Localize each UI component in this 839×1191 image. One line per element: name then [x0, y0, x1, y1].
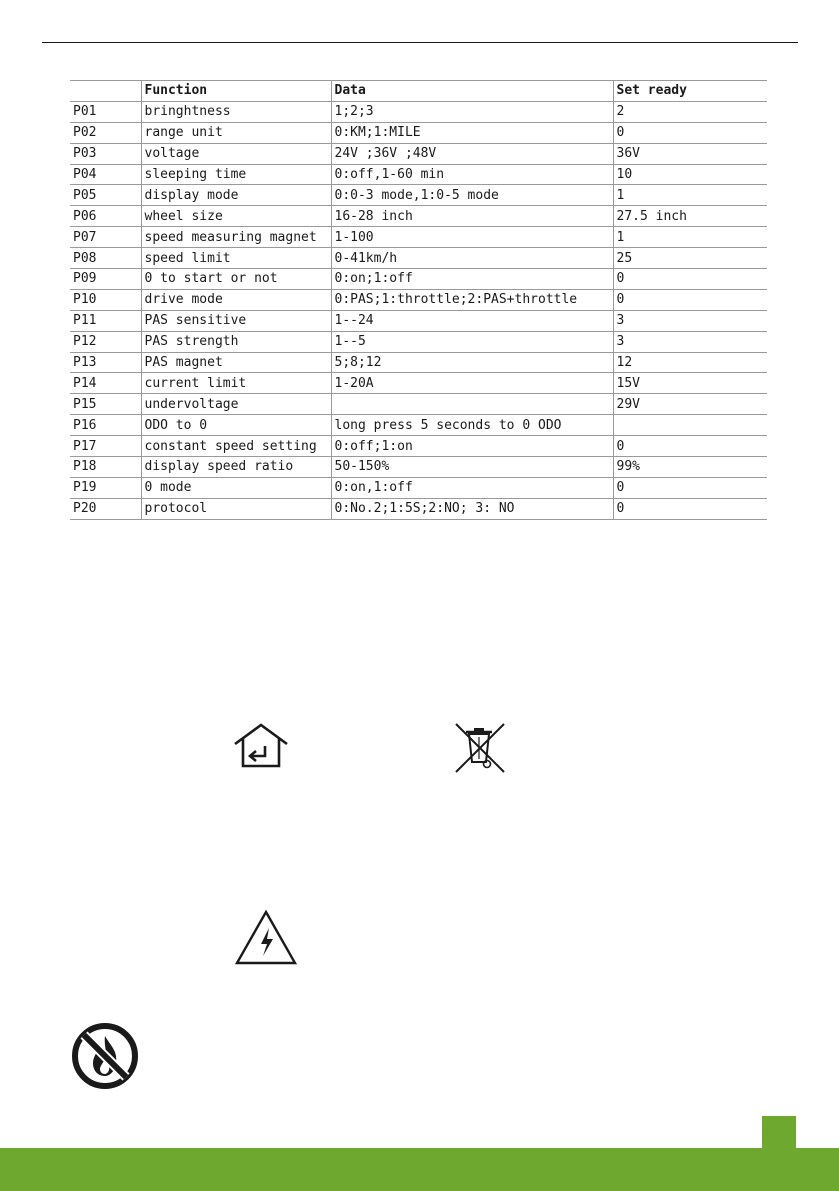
param-data: 0:on,1:off [331, 477, 613, 498]
table-row [70, 415, 767, 436]
header-rule [42, 42, 798, 43]
param-code: P02 [70, 122, 141, 143]
param-function: display speed ratio [141, 457, 331, 478]
table-row [70, 289, 767, 310]
house-arrow-icon [230, 722, 292, 770]
table-row [70, 185, 767, 206]
param-data: 0:0-3 mode,1:0-5 mode [331, 185, 613, 206]
table-row [70, 457, 767, 478]
param-code: P07 [70, 227, 141, 248]
param-set-ready: 0 [613, 436, 767, 457]
table-row [70, 122, 767, 143]
param-code: P14 [70, 373, 141, 394]
param-set-ready: 3 [613, 331, 767, 352]
table-header-row [70, 81, 767, 102]
param-code: P18 [70, 457, 141, 478]
table-row [70, 227, 767, 248]
param-set-ready: 3 [613, 310, 767, 331]
param-function: voltage [141, 143, 331, 164]
table-row [70, 331, 767, 352]
param-code: P05 [70, 185, 141, 206]
param-set-ready: 29V [613, 394, 767, 415]
param-function: display mode [141, 185, 331, 206]
param-function: constant speed setting [141, 436, 331, 457]
param-set-ready: 1 [613, 227, 767, 248]
crossed-bin-icon [452, 720, 508, 776]
param-data [331, 394, 613, 415]
table-row [70, 164, 767, 185]
param-code: P06 [70, 206, 141, 227]
param-function: ODO to 0 [141, 415, 331, 436]
param-data: 0:off;1:on [331, 436, 613, 457]
param-set-ready: 0 [613, 122, 767, 143]
header-set-ready: Set ready [613, 81, 767, 102]
param-code: P03 [70, 143, 141, 164]
param-data: 0-41km/h [331, 248, 613, 269]
param-function: speed limit [141, 248, 331, 269]
param-function: 0 mode [141, 477, 331, 498]
param-code: P09 [70, 269, 141, 290]
param-function: range unit [141, 122, 331, 143]
param-function: PAS sensitive [141, 310, 331, 331]
table-row [70, 477, 767, 498]
param-function: drive mode [141, 289, 331, 310]
param-code: P01 [70, 101, 141, 122]
param-set-ready: 27.5 inch [613, 206, 767, 227]
param-data: 1--5 [331, 331, 613, 352]
param-code: P19 [70, 477, 141, 498]
table-row [70, 436, 767, 457]
param-code: P08 [70, 248, 141, 269]
param-code: P20 [70, 498, 141, 519]
param-set-ready: 0 [613, 477, 767, 498]
param-code: P17 [70, 436, 141, 457]
table-row [70, 143, 767, 164]
param-code: P12 [70, 331, 141, 352]
param-function: wheel size [141, 206, 331, 227]
param-code: P15 [70, 394, 141, 415]
param-data: 0:PAS;1:throttle;2:PAS+throttle [331, 289, 613, 310]
no-fire-icon [70, 1021, 140, 1091]
header-data: Data [331, 81, 613, 102]
table-row [70, 373, 767, 394]
param-set-ready: 0 [613, 289, 767, 310]
param-data: 5;8;12 [331, 352, 613, 373]
param-code: P10 [70, 289, 141, 310]
param-code: P04 [70, 164, 141, 185]
table-row [70, 206, 767, 227]
table-row [70, 269, 767, 290]
param-data: 24V ;36V ;48V [331, 143, 613, 164]
param-set-ready: 25 [613, 248, 767, 269]
param-function: bringhtness [141, 101, 331, 122]
param-set-ready: 2 [613, 101, 767, 122]
param-function: protocol [141, 498, 331, 519]
param-data: 0:on;1:off [331, 269, 613, 290]
param-function: speed measuring magnet [141, 227, 331, 248]
parameter-table [70, 80, 767, 520]
param-set-ready [613, 415, 767, 436]
param-data: 0:KM;1:MILE [331, 122, 613, 143]
param-data: long press 5 seconds to 0 ODO [331, 415, 613, 436]
param-set-ready: 1 [613, 185, 767, 206]
param-function: current limit [141, 373, 331, 394]
param-function: PAS strength [141, 331, 331, 352]
param-function: PAS magnet [141, 352, 331, 373]
table-row [70, 498, 767, 519]
param-set-ready: 15V [613, 373, 767, 394]
param-function: sleeping time [141, 164, 331, 185]
param-code: P16 [70, 415, 141, 436]
param-set-ready: 0 [613, 498, 767, 519]
param-set-ready: 12 [613, 352, 767, 373]
table-row [70, 248, 767, 269]
param-data: 16-28 inch [331, 206, 613, 227]
param-data: 0:off,1-60 min [331, 164, 613, 185]
param-function: 0 to start or not [141, 269, 331, 290]
param-set-ready: 0 [613, 269, 767, 290]
param-data: 1;2;3 [331, 101, 613, 122]
param-data: 1--24 [331, 310, 613, 331]
param-set-ready: 10 [613, 164, 767, 185]
param-data: 50-150% [331, 457, 613, 478]
table-row [70, 101, 767, 122]
table-row [70, 394, 767, 415]
param-data: 0:No.2;1:5S;2:NO; 3: NO [331, 498, 613, 519]
param-data: 1-20A [331, 373, 613, 394]
param-code: P11 [70, 310, 141, 331]
param-code: P13 [70, 352, 141, 373]
footer-green-bar [0, 1148, 839, 1191]
page-tab [762, 1116, 796, 1150]
table-row [70, 352, 767, 373]
header-code [70, 81, 141, 102]
param-set-ready: 99% [613, 457, 767, 478]
header-function: Function [141, 81, 331, 102]
param-function: undervoltage [141, 394, 331, 415]
high-voltage-warning-icon [234, 908, 298, 966]
param-data: 1-100 [331, 227, 613, 248]
param-set-ready: 36V [613, 143, 767, 164]
table-row [70, 310, 767, 331]
